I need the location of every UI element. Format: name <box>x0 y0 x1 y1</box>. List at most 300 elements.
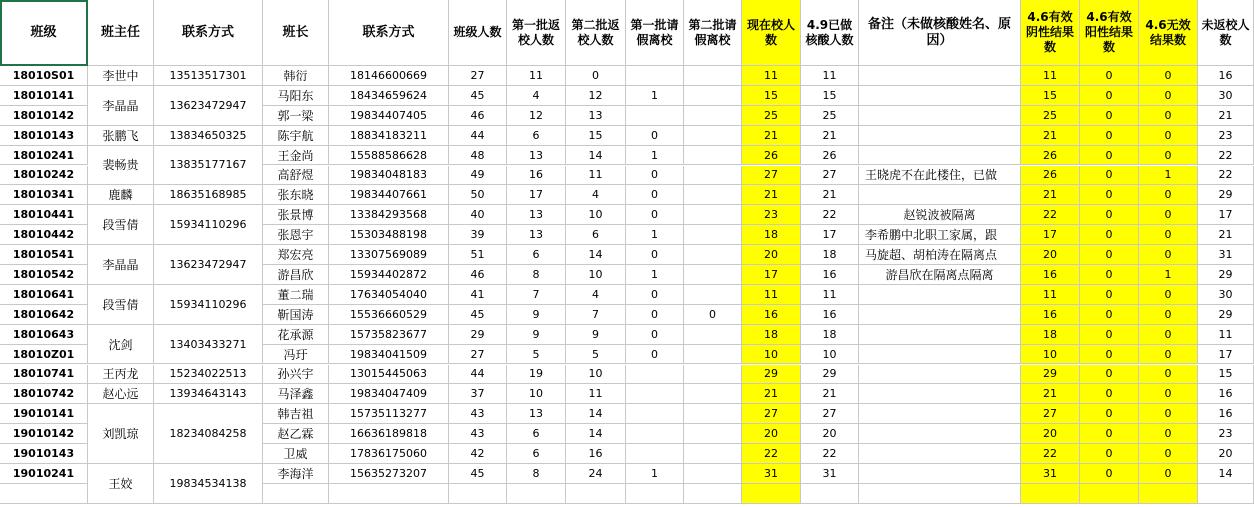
batch1-leave-cell[interactable]: 1 <box>626 225 684 245</box>
batch2-return-cell[interactable]: 6 <box>566 225 626 245</box>
remark-cell[interactable] <box>859 285 1021 305</box>
teacher-name-cell[interactable]: 赵心远 <box>88 384 154 404</box>
not-returned-cell[interactable]: 14 <box>1198 464 1254 484</box>
invalid-result-cell[interactable]: 0 <box>1139 245 1198 265</box>
remark-cell[interactable] <box>859 404 1021 424</box>
remark-cell[interactable]: 赵锐波被隔离 <box>859 205 1021 225</box>
batch1-return-cell[interactable]: 6 <box>507 245 566 265</box>
header-class-size[interactable]: 班级人数 <box>449 0 507 66</box>
batch2-return-cell[interactable]: 16 <box>566 444 626 464</box>
class-cell[interactable]: 19010143 <box>0 444 88 464</box>
not-returned-cell[interactable]: 21 <box>1198 225 1254 245</box>
header-remark[interactable]: 备注（未做核酸姓名、原因） <box>859 0 1021 66</box>
invalid-result-cell[interactable]: 0 <box>1139 384 1198 404</box>
batch1-return-cell[interactable]: 10 <box>507 384 566 404</box>
monitor-name-cell[interactable]: 董二瑞 <box>263 285 329 305</box>
invalid-result-cell[interactable]: 0 <box>1139 86 1198 106</box>
on-campus-cell[interactable]: 18 <box>742 325 801 345</box>
negative-result-cell[interactable]: 21 <box>1021 126 1080 146</box>
class-cell[interactable]: 19010142 <box>0 424 88 444</box>
batch2-leave-cell[interactable] <box>684 225 742 245</box>
class-size-cell[interactable]: 46 <box>449 265 507 285</box>
batch1-return-cell[interactable]: 7 <box>507 285 566 305</box>
positive-result-cell[interactable]: 0 <box>1080 205 1139 225</box>
partial-row-cell[interactable] <box>0 484 88 504</box>
monitor-name-cell[interactable]: 韩衍 <box>263 66 329 86</box>
batch2-return-cell[interactable]: 14 <box>566 424 626 444</box>
negative-result-cell[interactable]: 27 <box>1021 404 1080 424</box>
on-campus-cell[interactable]: 20 <box>742 245 801 265</box>
monitor-phone-cell[interactable]: 19834047409 <box>329 384 449 404</box>
remark-cell[interactable] <box>859 424 1021 444</box>
monitor-phone-cell[interactable]: 19834407661 <box>329 185 449 205</box>
partial-row-cell[interactable] <box>801 484 859 504</box>
invalid-result-cell[interactable]: 0 <box>1139 185 1198 205</box>
batch1-leave-cell[interactable] <box>626 444 684 464</box>
partial-row-cell[interactable] <box>329 484 449 504</box>
class-size-cell[interactable]: 43 <box>449 404 507 424</box>
monitor-name-cell[interactable]: 张景博 <box>263 205 329 225</box>
monitor-name-cell[interactable]: 陈宇航 <box>263 126 329 146</box>
monitor-phone-cell[interactable]: 19834048183 <box>329 166 449 186</box>
class-cell[interactable]: 18010741 <box>0 365 88 385</box>
negative-result-cell[interactable]: 16 <box>1021 305 1080 325</box>
positive-result-cell[interactable]: 0 <box>1080 285 1139 305</box>
batch2-return-cell[interactable]: 4 <box>566 285 626 305</box>
invalid-result-cell[interactable]: 0 <box>1139 205 1198 225</box>
batch1-leave-cell[interactable]: 0 <box>626 205 684 225</box>
nucleic-done-cell[interactable]: 22 <box>801 444 859 464</box>
teacher-phone-cell[interactable]: 15934110296 <box>154 205 263 245</box>
class-cell[interactable]: 19010241 <box>0 464 88 484</box>
batch1-return-cell[interactable]: 9 <box>507 325 566 345</box>
not-returned-cell[interactable]: 29 <box>1198 305 1254 325</box>
partial-row-cell[interactable] <box>626 484 684 504</box>
batch2-leave-cell[interactable] <box>684 285 742 305</box>
monitor-phone-cell[interactable]: 15735823677 <box>329 325 449 345</box>
negative-result-cell[interactable]: 20 <box>1021 245 1080 265</box>
batch2-leave-cell[interactable] <box>684 86 742 106</box>
batch2-return-cell[interactable]: 15 <box>566 126 626 146</box>
negative-result-cell[interactable]: 22 <box>1021 444 1080 464</box>
nucleic-done-cell[interactable]: 10 <box>801 345 859 365</box>
batch1-leave-cell[interactable] <box>626 365 684 385</box>
teacher-phone-cell[interactable]: 13834650325 <box>154 126 263 146</box>
monitor-phone-cell[interactable]: 17634054040 <box>329 285 449 305</box>
on-campus-cell[interactable]: 15 <box>742 86 801 106</box>
negative-result-cell[interactable]: 18 <box>1021 325 1080 345</box>
negative-result-cell[interactable]: 17 <box>1021 225 1080 245</box>
monitor-phone-cell[interactable]: 18834183211 <box>329 126 449 146</box>
class-size-cell[interactable]: 40 <box>449 205 507 225</box>
batch1-leave-cell[interactable]: 1 <box>626 86 684 106</box>
negative-result-cell[interactable]: 20 <box>1021 424 1080 444</box>
batch1-return-cell[interactable]: 6 <box>507 444 566 464</box>
invalid-result-cell[interactable]: 0 <box>1139 365 1198 385</box>
batch2-leave-cell[interactable] <box>684 464 742 484</box>
on-campus-cell[interactable]: 17 <box>742 265 801 285</box>
remark-cell[interactable] <box>859 384 1021 404</box>
on-campus-cell[interactable]: 21 <box>742 185 801 205</box>
on-campus-cell[interactable]: 16 <box>742 305 801 325</box>
nucleic-done-cell[interactable]: 17 <box>801 225 859 245</box>
monitor-name-cell[interactable]: 赵乙霖 <box>263 424 329 444</box>
on-campus-cell[interactable]: 20 <box>742 424 801 444</box>
batch2-return-cell[interactable]: 10 <box>566 365 626 385</box>
batch1-leave-cell[interactable]: 0 <box>626 325 684 345</box>
batch2-return-cell[interactable]: 4 <box>566 185 626 205</box>
not-returned-cell[interactable]: 20 <box>1198 444 1254 464</box>
batch1-return-cell[interactable]: 13 <box>507 404 566 424</box>
batch1-return-cell[interactable]: 6 <box>507 424 566 444</box>
class-cell[interactable]: 18010142 <box>0 106 88 126</box>
teacher-phone-cell[interactable]: 13934643143 <box>154 384 263 404</box>
partial-row-cell[interactable] <box>684 484 742 504</box>
monitor-phone-cell[interactable]: 15934402872 <box>329 265 449 285</box>
batch1-leave-cell[interactable]: 0 <box>626 166 684 186</box>
batch1-return-cell[interactable]: 13 <box>507 205 566 225</box>
batch2-return-cell[interactable]: 9 <box>566 325 626 345</box>
not-returned-cell[interactable]: 11 <box>1198 325 1254 345</box>
remark-cell[interactable] <box>859 86 1021 106</box>
class-cell[interactable]: 18010241 <box>0 146 88 166</box>
partial-row-cell[interactable] <box>1139 484 1198 504</box>
nucleic-done-cell[interactable]: 11 <box>801 66 859 86</box>
remark-cell[interactable]: 游昌欣在隔离点隔离 <box>859 265 1021 285</box>
batch1-leave-cell[interactable]: 0 <box>626 305 684 325</box>
header-monitor[interactable]: 班长 <box>263 0 329 66</box>
positive-result-cell[interactable]: 0 <box>1080 86 1139 106</box>
remark-cell[interactable] <box>859 66 1021 86</box>
batch2-leave-cell[interactable] <box>684 384 742 404</box>
batch2-leave-cell[interactable] <box>684 345 742 365</box>
negative-result-cell[interactable]: 29 <box>1021 365 1080 385</box>
class-cell[interactable]: 18010442 <box>0 225 88 245</box>
teacher-name-cell[interactable]: 刘凯琼 <box>88 404 154 464</box>
nucleic-done-cell[interactable]: 21 <box>801 185 859 205</box>
batch2-return-cell[interactable]: 14 <box>566 404 626 424</box>
on-campus-cell[interactable]: 11 <box>742 66 801 86</box>
invalid-result-cell[interactable]: 0 <box>1139 66 1198 86</box>
monitor-phone-cell[interactable]: 15635273207 <box>329 464 449 484</box>
monitor-phone-cell[interactable]: 19834041509 <box>329 345 449 365</box>
partial-row-cell[interactable] <box>449 484 507 504</box>
monitor-name-cell[interactable]: 卫威 <box>263 444 329 464</box>
batch2-return-cell[interactable]: 14 <box>566 245 626 265</box>
header-monitor-phone[interactable]: 联系方式 <box>329 0 449 66</box>
remark-cell[interactable]: 王晓虎不在此楼住，已做 <box>859 166 1021 186</box>
batch1-return-cell[interactable]: 12 <box>507 106 566 126</box>
nucleic-done-cell[interactable]: 16 <box>801 305 859 325</box>
monitor-phone-cell[interactable]: 18146600669 <box>329 66 449 86</box>
invalid-result-cell[interactable]: 0 <box>1139 126 1198 146</box>
not-returned-cell[interactable]: 22 <box>1198 146 1254 166</box>
teacher-name-cell[interactable]: 张鹏飞 <box>88 126 154 146</box>
partial-row-cell[interactable] <box>859 484 1021 504</box>
invalid-result-cell[interactable]: 0 <box>1139 225 1198 245</box>
teacher-phone-cell[interactable]: 19834534138 <box>154 464 263 504</box>
class-size-cell[interactable]: 49 <box>449 166 507 186</box>
header-teacher-phone[interactable]: 联系方式 <box>154 0 263 66</box>
batch2-leave-cell[interactable] <box>684 106 742 126</box>
teacher-phone-cell[interactable]: 18635168985 <box>154 185 263 205</box>
monitor-name-cell[interactable]: 马阳东 <box>263 86 329 106</box>
batch2-return-cell[interactable]: 0 <box>566 66 626 86</box>
positive-result-cell[interactable]: 0 <box>1080 345 1139 365</box>
monitor-name-cell[interactable]: 郑宏亮 <box>263 245 329 265</box>
remark-cell[interactable] <box>859 444 1021 464</box>
remark-cell[interactable] <box>859 365 1021 385</box>
on-campus-cell[interactable]: 27 <box>742 404 801 424</box>
teacher-phone-cell[interactable]: 13403433271 <box>154 325 263 365</box>
class-size-cell[interactable]: 41 <box>449 285 507 305</box>
teacher-name-cell[interactable]: 鹿麟 <box>88 185 154 205</box>
monitor-name-cell[interactable]: 王金尚 <box>263 146 329 166</box>
class-cell[interactable]: 18010542 <box>0 265 88 285</box>
nucleic-done-cell[interactable]: 18 <box>801 245 859 265</box>
monitor-phone-cell[interactable]: 17836175060 <box>329 444 449 464</box>
remark-cell[interactable] <box>859 126 1021 146</box>
batch1-return-cell[interactable]: 9 <box>507 305 566 325</box>
header-teacher[interactable]: 班主任 <box>88 0 154 66</box>
positive-result-cell[interactable]: 0 <box>1080 166 1139 186</box>
negative-result-cell[interactable]: 26 <box>1021 166 1080 186</box>
monitor-phone-cell[interactable]: 13307569089 <box>329 245 449 265</box>
negative-result-cell[interactable]: 22 <box>1021 205 1080 225</box>
batch1-return-cell[interactable]: 11 <box>507 66 566 86</box>
positive-result-cell[interactable]: 0 <box>1080 444 1139 464</box>
batch2-leave-cell[interactable] <box>684 404 742 424</box>
on-campus-cell[interactable]: 21 <box>742 126 801 146</box>
batch2-return-cell[interactable]: 7 <box>566 305 626 325</box>
nucleic-done-cell[interactable]: 11 <box>801 285 859 305</box>
monitor-phone-cell[interactable]: 16636189818 <box>329 424 449 444</box>
batch1-return-cell[interactable]: 19 <box>507 365 566 385</box>
batch1-leave-cell[interactable]: 1 <box>626 146 684 166</box>
invalid-result-cell[interactable]: 0 <box>1139 464 1198 484</box>
class-cell[interactable]: 18010242 <box>0 166 88 186</box>
class-cell[interactable]: 18010141 <box>0 86 88 106</box>
nucleic-done-cell[interactable]: 16 <box>801 265 859 285</box>
header-batch1-leave[interactable]: 第一批请假离校 <box>626 0 684 66</box>
teacher-phone-cell[interactable]: 13623472947 <box>154 245 263 285</box>
partial-row-cell[interactable] <box>507 484 566 504</box>
positive-result-cell[interactable]: 0 <box>1080 424 1139 444</box>
not-returned-cell[interactable]: 16 <box>1198 384 1254 404</box>
on-campus-cell[interactable]: 11 <box>742 285 801 305</box>
batch2-return-cell[interactable]: 10 <box>566 205 626 225</box>
invalid-result-cell[interactable]: 0 <box>1139 325 1198 345</box>
monitor-phone-cell[interactable]: 15536660529 <box>329 305 449 325</box>
monitor-phone-cell[interactable]: 19834407405 <box>329 106 449 126</box>
on-campus-cell[interactable]: 31 <box>742 464 801 484</box>
batch1-leave-cell[interactable]: 0 <box>626 345 684 365</box>
batch2-leave-cell[interactable] <box>684 126 742 146</box>
monitor-name-cell[interactable]: 孙兴宇 <box>263 365 329 385</box>
teacher-name-cell[interactable]: 李晶晶 <box>88 86 154 126</box>
batch1-leave-cell[interactable] <box>626 424 684 444</box>
batch1-leave-cell[interactable]: 0 <box>626 185 684 205</box>
positive-result-cell[interactable]: 0 <box>1080 464 1139 484</box>
partial-row-cell[interactable] <box>742 484 801 504</box>
batch1-leave-cell[interactable] <box>626 106 684 126</box>
not-returned-cell[interactable]: 17 <box>1198 205 1254 225</box>
on-campus-cell[interactable]: 26 <box>742 146 801 166</box>
monitor-phone-cell[interactable]: 18434659624 <box>329 86 449 106</box>
teacher-name-cell[interactable]: 段雪倩 <box>88 205 154 245</box>
invalid-result-cell[interactable]: 0 <box>1139 345 1198 365</box>
nucleic-done-cell[interactable]: 31 <box>801 464 859 484</box>
negative-result-cell[interactable]: 11 <box>1021 66 1080 86</box>
not-returned-cell[interactable]: 30 <box>1198 285 1254 305</box>
nucleic-done-cell[interactable]: 15 <box>801 86 859 106</box>
class-size-cell[interactable]: 27 <box>449 66 507 86</box>
monitor-name-cell[interactable]: 花承源 <box>263 325 329 345</box>
remark-cell[interactable] <box>859 185 1021 205</box>
teacher-phone-cell[interactable]: 18234084258 <box>154 404 263 464</box>
not-returned-cell[interactable]: 22 <box>1198 166 1254 186</box>
monitor-phone-cell[interactable]: 15303488198 <box>329 225 449 245</box>
positive-result-cell[interactable]: 0 <box>1080 325 1139 345</box>
negative-result-cell[interactable]: 31 <box>1021 464 1080 484</box>
not-returned-cell[interactable]: 23 <box>1198 126 1254 146</box>
batch1-return-cell[interactable]: 5 <box>507 345 566 365</box>
monitor-name-cell[interactable]: 马泽鑫 <box>263 384 329 404</box>
on-campus-cell[interactable]: 27 <box>742 166 801 186</box>
class-cell[interactable]: 18010S01 <box>0 66 88 86</box>
batch1-leave-cell[interactable] <box>626 66 684 86</box>
teacher-name-cell[interactable]: 段雪倩 <box>88 285 154 325</box>
batch2-leave-cell[interactable] <box>684 424 742 444</box>
header-class[interactable]: 班级 <box>0 0 88 66</box>
class-cell[interactable]: 18010Z01 <box>0 345 88 365</box>
monitor-name-cell[interactable]: 李海洋 <box>263 464 329 484</box>
negative-result-cell[interactable]: 26 <box>1021 146 1080 166</box>
positive-result-cell[interactable]: 0 <box>1080 106 1139 126</box>
invalid-result-cell[interactable]: 0 <box>1139 424 1198 444</box>
invalid-result-cell[interactable]: 1 <box>1139 265 1198 285</box>
invalid-result-cell[interactable]: 0 <box>1139 444 1198 464</box>
class-size-cell[interactable]: 50 <box>449 185 507 205</box>
batch1-leave-cell[interactable]: 0 <box>626 126 684 146</box>
batch1-return-cell[interactable]: 4 <box>507 86 566 106</box>
positive-result-cell[interactable]: 0 <box>1080 265 1139 285</box>
positive-result-cell[interactable]: 0 <box>1080 404 1139 424</box>
nucleic-done-cell[interactable]: 26 <box>801 146 859 166</box>
nucleic-done-cell[interactable]: 22 <box>801 205 859 225</box>
not-returned-cell[interactable]: 16 <box>1198 66 1254 86</box>
class-cell[interactable]: 18010641 <box>0 285 88 305</box>
batch1-leave-cell[interactable]: 1 <box>626 265 684 285</box>
batch1-leave-cell[interactable] <box>626 384 684 404</box>
nucleic-done-cell[interactable]: 21 <box>801 126 859 146</box>
not-returned-cell[interactable]: 30 <box>1198 86 1254 106</box>
invalid-result-cell[interactable]: 0 <box>1139 305 1198 325</box>
not-returned-cell[interactable]: 29 <box>1198 265 1254 285</box>
monitor-phone-cell[interactable]: 13015445063 <box>329 365 449 385</box>
batch2-leave-cell[interactable] <box>684 265 742 285</box>
teacher-name-cell[interactable]: 李晶晶 <box>88 245 154 285</box>
invalid-result-cell[interactable]: 0 <box>1139 285 1198 305</box>
monitor-name-cell[interactable]: 张东晓 <box>263 185 329 205</box>
negative-result-cell[interactable]: 16 <box>1021 265 1080 285</box>
invalid-result-cell[interactable]: 0 <box>1139 106 1198 126</box>
header-positive-result[interactable]: 4.6有效阳性结果数 <box>1080 0 1139 66</box>
batch2-leave-cell[interactable] <box>684 444 742 464</box>
class-size-cell[interactable]: 29 <box>449 325 507 345</box>
on-campus-cell[interactable]: 21 <box>742 384 801 404</box>
on-campus-cell[interactable]: 23 <box>742 205 801 225</box>
class-size-cell[interactable]: 45 <box>449 464 507 484</box>
remark-cell[interactable] <box>859 305 1021 325</box>
negative-result-cell[interactable]: 21 <box>1021 185 1080 205</box>
on-campus-cell[interactable]: 18 <box>742 225 801 245</box>
partial-row-cell[interactable] <box>263 484 329 504</box>
header-batch2-return[interactable]: 第二批返校人数 <box>566 0 626 66</box>
class-size-cell[interactable]: 48 <box>449 146 507 166</box>
nucleic-done-cell[interactable]: 27 <box>801 404 859 424</box>
batch2-return-cell[interactable]: 13 <box>566 106 626 126</box>
batch2-leave-cell[interactable] <box>684 205 742 225</box>
teacher-name-cell[interactable]: 王姣 <box>88 464 154 504</box>
teacher-name-cell[interactable]: 裴畅贵 <box>88 146 154 186</box>
remark-cell[interactable] <box>859 106 1021 126</box>
batch1-leave-cell[interactable] <box>626 404 684 424</box>
partial-row-cell[interactable] <box>1021 484 1080 504</box>
monitor-phone-cell[interactable]: 15735113277 <box>329 404 449 424</box>
batch1-leave-cell[interactable]: 0 <box>626 245 684 265</box>
monitor-name-cell[interactable]: 冯玗 <box>263 345 329 365</box>
header-not-returned[interactable]: 未返校人数 <box>1198 0 1254 66</box>
teacher-phone-cell[interactable]: 13513517301 <box>154 66 263 86</box>
header-nucleic-done[interactable]: 4.9已做核酸人数 <box>801 0 859 66</box>
monitor-phone-cell[interactable]: 15588586628 <box>329 146 449 166</box>
negative-result-cell[interactable]: 10 <box>1021 345 1080 365</box>
positive-result-cell[interactable]: 0 <box>1080 384 1139 404</box>
positive-result-cell[interactable]: 0 <box>1080 225 1139 245</box>
positive-result-cell[interactable]: 0 <box>1080 245 1139 265</box>
batch2-leave-cell[interactable] <box>684 245 742 265</box>
batch1-return-cell[interactable]: 6 <box>507 126 566 146</box>
positive-result-cell[interactable]: 0 <box>1080 185 1139 205</box>
not-returned-cell[interactable]: 31 <box>1198 245 1254 265</box>
class-cell[interactable]: 19010141 <box>0 404 88 424</box>
class-size-cell[interactable]: 43 <box>449 424 507 444</box>
header-batch2-leave[interactable]: 第二批请假离校 <box>684 0 742 66</box>
class-cell[interactable]: 18010441 <box>0 205 88 225</box>
batch2-leave-cell[interactable] <box>684 185 742 205</box>
batch1-return-cell[interactable]: 17 <box>507 185 566 205</box>
teacher-name-cell[interactable]: 李世中 <box>88 66 154 86</box>
nucleic-done-cell[interactable]: 29 <box>801 365 859 385</box>
batch2-leave-cell[interactable] <box>684 66 742 86</box>
batch2-return-cell[interactable]: 10 <box>566 265 626 285</box>
batch1-return-cell[interactable]: 16 <box>507 166 566 186</box>
batch2-leave-cell[interactable]: 0 <box>684 305 742 325</box>
not-returned-cell[interactable]: 21 <box>1198 106 1254 126</box>
batch1-leave-cell[interactable]: 1 <box>626 464 684 484</box>
nucleic-done-cell[interactable]: 20 <box>801 424 859 444</box>
positive-result-cell[interactable]: 0 <box>1080 365 1139 385</box>
header-batch1-return[interactable]: 第一批返校人数 <box>507 0 566 66</box>
batch1-return-cell[interactable]: 13 <box>507 225 566 245</box>
positive-result-cell[interactable]: 0 <box>1080 66 1139 86</box>
batch2-leave-cell[interactable] <box>684 325 742 345</box>
class-cell[interactable]: 18010143 <box>0 126 88 146</box>
nucleic-done-cell[interactable]: 25 <box>801 106 859 126</box>
monitor-name-cell[interactable]: 韩吉祖 <box>263 404 329 424</box>
class-size-cell[interactable]: 44 <box>449 126 507 146</box>
